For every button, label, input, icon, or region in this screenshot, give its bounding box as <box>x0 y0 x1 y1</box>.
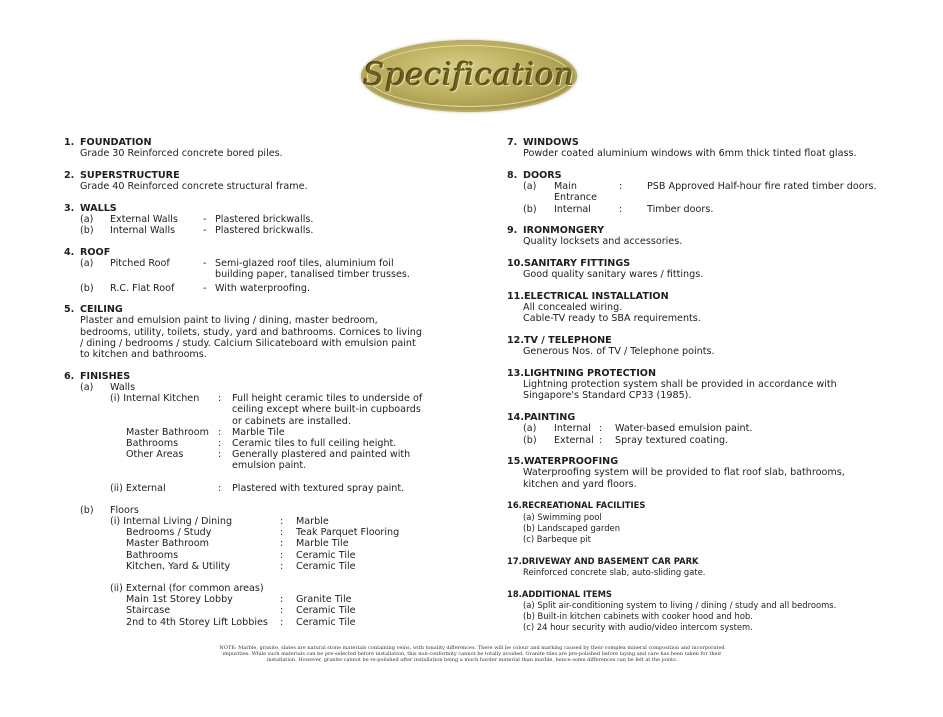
section-title: ROOF <box>80 246 111 258</box>
item-label: External Walls <box>110 214 178 226</box>
section-text: Quality locksets and accessories. <box>523 236 683 248</box>
section-number: 5. <box>64 304 75 316</box>
item-separator: : <box>280 605 284 617</box>
item-value: Granite Tile <box>296 594 352 606</box>
section-title: WALLS <box>80 202 117 214</box>
item-value: Marble Tile <box>296 538 349 550</box>
section-painting <box>507 412 907 446</box>
item-value: Ceramic Tile <box>296 605 356 617</box>
list-item <box>523 181 907 203</box>
subsection-label: Floors <box>110 504 139 516</box>
list-item <box>110 483 464 494</box>
item-value: Full height ceramic tiles to underside of ceiling except where built-in cupboards or cabinets are installed. <box>232 393 423 427</box>
list-item <box>110 449 464 471</box>
section-lightning-protection <box>507 368 907 402</box>
section-windows <box>507 137 907 159</box>
section-text-line: Cable-TV ready to SBA requirements. <box>523 313 701 325</box>
list-item: (b) Built-in kitchen cabinets with cooker hood and hob. <box>523 611 753 621</box>
item-index: (b) <box>80 225 94 237</box>
list-item <box>110 527 464 538</box>
list-item <box>110 438 464 449</box>
section-title: WATERPROOFING <box>524 456 619 468</box>
section-number: 15. <box>507 456 524 468</box>
item-value: Generally plastered and painted with emulsion paint. <box>232 449 411 472</box>
item-label: Kitchen, Yard & Utility <box>126 560 231 572</box>
section-walls <box>64 203 464 237</box>
item-value: Ceramic Tile <box>296 549 356 561</box>
item-separator: - <box>203 214 207 226</box>
item-label: R.C. Flat Roof <box>110 282 175 294</box>
page-title: Specification <box>363 57 575 94</box>
item-label: Main Entrance <box>554 181 597 204</box>
section-ceiling <box>64 304 464 360</box>
item-value: Ceramic tiles to full ceiling height. <box>232 437 397 449</box>
footnote: NOTE: Marble, granite, slates are natural stone materials containing veins, with tonality differences. There will be colour and marking caused by their complex mineral composition and incorporated impurities. While such materials can be pre-selected before installation, this non-conformity cannot be totally avoided. Granite tiles are pre-polished before laying and care has been taken for their installation. However, granite cannot be re-polished after installation being a much harder material than marble, hence some differences can be felt at the joints. <box>219 645 725 663</box>
item-label: Pitched Roof <box>110 258 170 270</box>
item-index: (b) <box>80 282 94 294</box>
item-value: Semi-glazed roof tiles, aluminium foil building paper, tanalised timber trusses. <box>215 258 410 281</box>
section-number: 16. <box>507 500 522 511</box>
section-foundation <box>64 137 464 159</box>
item-value: PSB Approved Half-hour fire rated timber doors. <box>647 181 877 193</box>
item-index: (b) <box>523 203 537 215</box>
section-text: Powder coated aluminium windows with 6mm thick tinted float glass. <box>523 148 857 160</box>
section-number: 11. <box>507 291 524 303</box>
list-item <box>110 594 464 605</box>
item-separator: : <box>280 549 284 561</box>
item-separator: : <box>280 594 284 606</box>
section-text: Reinforced concrete slab, auto-sliding gate. <box>523 566 706 577</box>
section-text: Plaster and emulsion paint to living / dining, master bedroom, bedrooms, utility, toilets, study, yard and bathrooms. Cornices to living / dining / bedrooms / study. Calcium Silicateboard with emulsion paint to kitchen and bathrooms. <box>80 315 422 361</box>
section-number: 13. <box>507 368 524 380</box>
list-item: (a) Split air-conditioning system to living / dining / study and all bedrooms. <box>523 599 837 610</box>
list-item <box>110 617 464 628</box>
right-column <box>507 137 907 644</box>
list-item: (a) Swimming pool <box>523 511 602 522</box>
item-separator: : <box>218 426 222 438</box>
section-title: FINISHES <box>80 370 131 382</box>
item-label: Other Areas <box>126 449 184 461</box>
section-tv-telephone <box>507 335 907 357</box>
item-index: (a) <box>80 381 94 393</box>
section-title: WINDOWS <box>523 137 579 148</box>
item-separator: : <box>599 423 603 435</box>
list-item <box>523 435 907 446</box>
section-number: 8. <box>507 169 518 181</box>
list-item <box>80 225 464 236</box>
section-superstructure <box>64 170 464 192</box>
item-label: (ii) External <box>110 482 166 494</box>
list-item: (c) Barbeque pit <box>523 533 591 544</box>
section-sanitary-fittings <box>507 258 907 280</box>
list-item <box>110 550 464 561</box>
item-separator: : <box>619 181 623 193</box>
item-value: Marble <box>296 515 329 527</box>
section-number: 6. <box>64 370 75 382</box>
list-item <box>80 283 464 294</box>
section-doors <box>507 170 907 215</box>
section-title: LIGHTNING PROTECTION <box>524 368 656 380</box>
item-separator: - <box>203 258 207 270</box>
item-separator: : <box>218 437 222 449</box>
list-item <box>80 258 464 280</box>
section-number: 18. <box>507 588 522 599</box>
item-separator: : <box>280 515 284 527</box>
item-separator: : <box>280 527 284 539</box>
item-index: (b) <box>80 504 94 516</box>
list-item: (c) 24 hour security with audio/video intercom system. <box>523 622 753 633</box>
section-number: 9. <box>507 225 518 237</box>
section-title: PAINTING <box>524 412 576 424</box>
item-separator: : <box>218 482 222 494</box>
item-separator: : <box>619 203 623 215</box>
item-value: Spray textured coating. <box>615 434 729 446</box>
list-item <box>110 561 464 572</box>
item-value: Plastered with textured spray paint. <box>232 482 405 494</box>
section-number: 10. <box>507 258 524 270</box>
section-electrical <box>507 291 907 325</box>
section-title: SANITARY FITTINGS <box>524 258 631 270</box>
section-title: CEILING <box>80 304 123 316</box>
item-label: 2nd to 4th Storey Lift Lobbies <box>126 616 268 628</box>
item-label: Master Bathroom <box>126 426 209 438</box>
item-label: Staircase <box>126 605 171 617</box>
specification-badge <box>361 40 577 112</box>
section-recreational <box>507 500 907 545</box>
list-item <box>110 393 464 427</box>
section-title: FOUNDATION <box>80 137 152 148</box>
section-text: Lightning protection system shall be provided in accordance with Singapore's Standard CP33 (1985). <box>523 379 837 402</box>
item-label: Bedrooms / Study <box>126 527 212 539</box>
section-number: 17. <box>507 555 522 566</box>
section-title: DOORS <box>523 169 562 181</box>
item-value: Water-based emulsion paint. <box>615 423 753 435</box>
item-separator: : <box>599 434 603 446</box>
item-value: With waterproofing. <box>215 282 310 294</box>
item-label: Internal <box>554 203 591 215</box>
item-separator: - <box>203 282 207 294</box>
item-label: External <box>554 434 594 446</box>
section-roof <box>64 247 464 294</box>
section-number: 1. <box>64 137 75 148</box>
section-number: 14. <box>507 412 524 424</box>
section-title: SUPERSTRUCTURE <box>80 169 180 181</box>
left-column <box>64 137 464 638</box>
section-text-line: All concealed wiring. <box>523 302 623 314</box>
item-index: (b) <box>523 434 537 446</box>
section-text: Good quality sanitary wares / fittings. <box>523 269 704 281</box>
item-label: Bathrooms <box>126 437 179 449</box>
item-separator: - <box>203 225 207 237</box>
list-item <box>523 423 907 434</box>
subsection-walls <box>80 382 464 393</box>
section-ironmongery <box>507 225 907 247</box>
subsection-label: Walls <box>110 381 136 393</box>
section-number: 12. <box>507 335 524 347</box>
item-label: (i) Internal Kitchen <box>110 393 200 405</box>
section-finishes <box>64 371 464 628</box>
item-label: (i) Internal Living / Dining <box>110 515 233 527</box>
list-item <box>80 214 464 225</box>
item-separator: : <box>280 616 284 628</box>
section-text: Grade 30 Reinforced concrete bored piles. <box>80 148 283 160</box>
item-index: (a) <box>523 423 537 435</box>
list-item <box>110 538 464 549</box>
section-title: IRONMONGERY <box>523 225 605 237</box>
item-value: Teak Parquet Flooring <box>296 527 400 539</box>
external-floors-heading: (ii) External (for common areas) <box>110 583 264 594</box>
section-title: TV / TELEPHONE <box>524 335 612 347</box>
section-number: 4. <box>64 246 75 258</box>
section-number: 2. <box>64 169 75 181</box>
item-separator: : <box>280 560 284 572</box>
item-value: Timber doors. <box>647 203 714 215</box>
list-item <box>110 516 464 527</box>
section-additional <box>507 589 907 634</box>
section-title: ADDITIONAL ITEMS <box>521 588 612 599</box>
item-label: Internal Walls <box>110 225 176 237</box>
section-driveway <box>507 556 907 578</box>
item-label: Bathrooms <box>126 549 179 561</box>
item-value: Plastered brickwalls. <box>215 214 314 226</box>
item-value: Plastered brickwalls. <box>215 225 314 237</box>
item-separator: : <box>280 538 284 550</box>
item-separator: : <box>218 393 222 405</box>
list-item <box>523 204 907 215</box>
section-text: Generous Nos. of TV / Telephone points. <box>523 346 715 358</box>
section-text: Grade 40 Reinforced concrete structural frame. <box>80 181 308 193</box>
section-title: DRIVEWAY AND BASEMENT CAR PARK <box>521 555 699 566</box>
section-number: 3. <box>64 202 75 214</box>
item-label: Main 1st Storey Lobby <box>126 594 233 606</box>
section-number: 7. <box>507 137 518 148</box>
item-value: Ceramic Tile <box>296 560 356 572</box>
section-title: ELECTRICAL INSTALLATION <box>524 291 669 303</box>
item-label: Internal <box>554 423 591 435</box>
list-item <box>110 605 464 616</box>
list-item: (b) Landscaped garden <box>523 522 621 533</box>
item-index: (a) <box>523 181 537 193</box>
section-title: RECREATIONAL FACILITIES <box>521 500 646 511</box>
item-value: Ceramic Tile <box>296 616 356 628</box>
item-label: Master Bathroom <box>126 538 209 550</box>
list-item <box>110 427 464 438</box>
item-index: (a) <box>80 258 94 270</box>
item-index: (a) <box>80 214 94 226</box>
item-separator: : <box>218 449 222 461</box>
item-value: Marble Tile <box>232 426 285 438</box>
section-text: Waterproofing system will be provided to flat roof slab, bathrooms, kitchen and yard floors. <box>523 467 845 490</box>
section-waterproofing <box>507 456 907 490</box>
subsection-floors <box>80 505 464 516</box>
